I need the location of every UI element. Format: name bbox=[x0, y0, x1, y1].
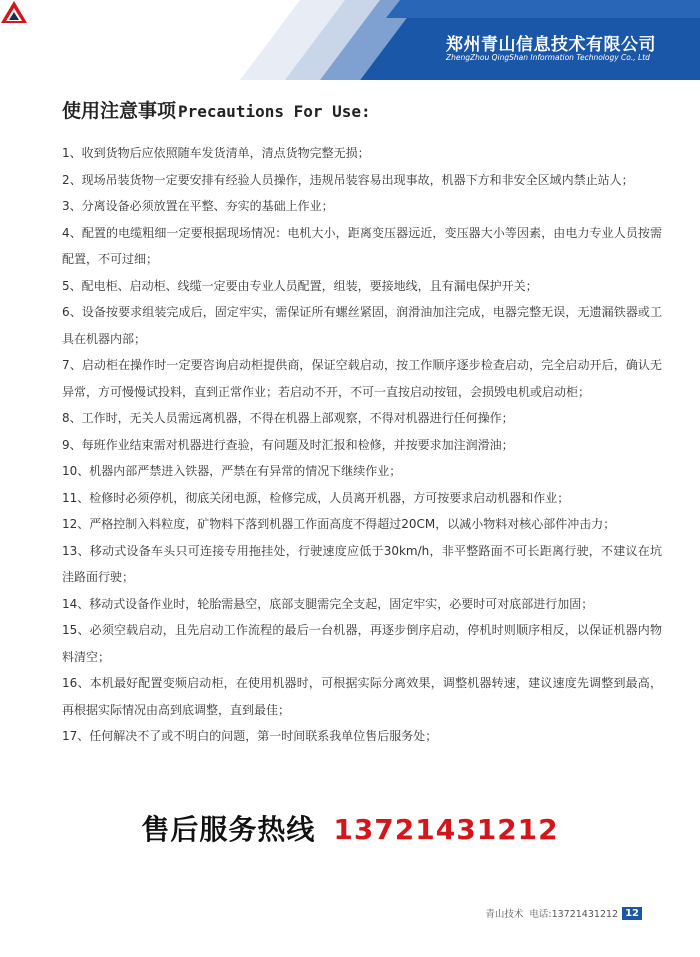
list-item: 11、检修时必须停机，彻底关闭电源，检修完成，人员离开机器，方可按要求启动机器和作业； bbox=[62, 490, 570, 505]
title-en: Precautions For Use: bbox=[178, 102, 371, 121]
list-item: 2、现场吊装货物一定要安排有经验人员操作，违规吊装容易出现事故，机器下方和非安全区域内禁止站人； bbox=[62, 172, 634, 187]
page-footer bbox=[485, 906, 642, 920]
page-title bbox=[62, 96, 371, 123]
list-item: 12、严格控制入料粒度，矿物料下落到机器工作面高度不得超过20CM，以减小物料对核心部件冲击力； bbox=[62, 517, 616, 531]
title-cn: 使用注意事项 bbox=[62, 100, 177, 122]
list-item: 8、工作时，无关人员需远离机器，不得在机器上部观察，不得对机器进行任何操作； bbox=[62, 411, 514, 425]
precautions-list bbox=[62, 140, 662, 750]
company-name-en: ZhengZhou QingShan Information Technology Co., Ltd bbox=[446, 53, 650, 62]
list-item: 4、配置的电缆粗细一定要根据现场情况：电机大小，距离变压器远近，变压器大小等因素，由电力专业人员按需配置，不可过细； bbox=[62, 225, 662, 266]
page-number: 12 bbox=[622, 907, 642, 920]
list-item: 1、收到货物后应依照随车发货清单，清点货物完整无损； bbox=[62, 146, 370, 160]
list-item: 16、本机最好配置变频启动柜，在使用机器时，可根据实际分离效果，调整机器转速，建议速度先调整到最高，再根据实际情况由高到底调整，直到最佳； bbox=[62, 676, 662, 717]
list-item: 6、设备按要求组装完成后，固定牢实，需保证所有螺丝紧固，润滑油加注完成，电器完整无误，无遗漏铁器或工具在机器内部； bbox=[62, 305, 662, 346]
service-hotline bbox=[0, 808, 700, 848]
list-item: 9、每班作业结束需对机器进行查验，有问题及时汇报和检修，并按要求加注润滑油； bbox=[62, 437, 514, 452]
hotline-number: 13721431212 bbox=[333, 813, 559, 846]
company-logo-icon bbox=[0, 0, 28, 24]
list-item: 7、启动柜在操作时一定要咨询启动柜提供商，保证空载启动，按工作顺序逐步检查启动，完全启动开后，确认无异常，方可慢慢试投料，直到正常作业；若启动不开，不可一直按启动按钮，会损毁电机或启动柜； bbox=[62, 358, 662, 399]
list-item: 17、任何解决不了或不明白的问题，第一时间联系我单位售后服务处； bbox=[62, 729, 438, 743]
list-item: 3、分离设备必须放置在平整、夯实的基础上作业； bbox=[62, 199, 334, 213]
company-name-cn: 郑州青山信息技术有限公司 bbox=[446, 35, 656, 55]
header-banner bbox=[0, 0, 700, 80]
list-item: 15、必须空载启动，且先启动工作流程的最后一台机器，再逐步倒序启动，停机时则顺序相反，以保证机器内物料清空； bbox=[62, 623, 662, 664]
list-item: 5、配电柜、启动柜、线缆一定要由专业人员配置，组装，要接地线，且有漏电保护开关； bbox=[62, 278, 538, 293]
list-item: 13、移动式设备车头只可连接专用拖挂处，行驶速度应低于30km/h，非平整路面不可长距离行驶，不建议在坑洼路面行驶； bbox=[62, 543, 662, 584]
footer-brand: 青山技术 bbox=[485, 909, 524, 920]
hotline-label: 售后服务热线 bbox=[141, 813, 316, 846]
list-item: 14、移动式设备作业时，轮胎需悬空，底部支腿需完全支起，固定牢实，必要时可对底部进行加固； bbox=[62, 596, 594, 611]
footer-phone: 电话:13721431212 bbox=[529, 909, 619, 920]
list-item: 10、机器内部严禁进入铁器，严禁在有异常的情况下继续作业； bbox=[62, 464, 402, 478]
